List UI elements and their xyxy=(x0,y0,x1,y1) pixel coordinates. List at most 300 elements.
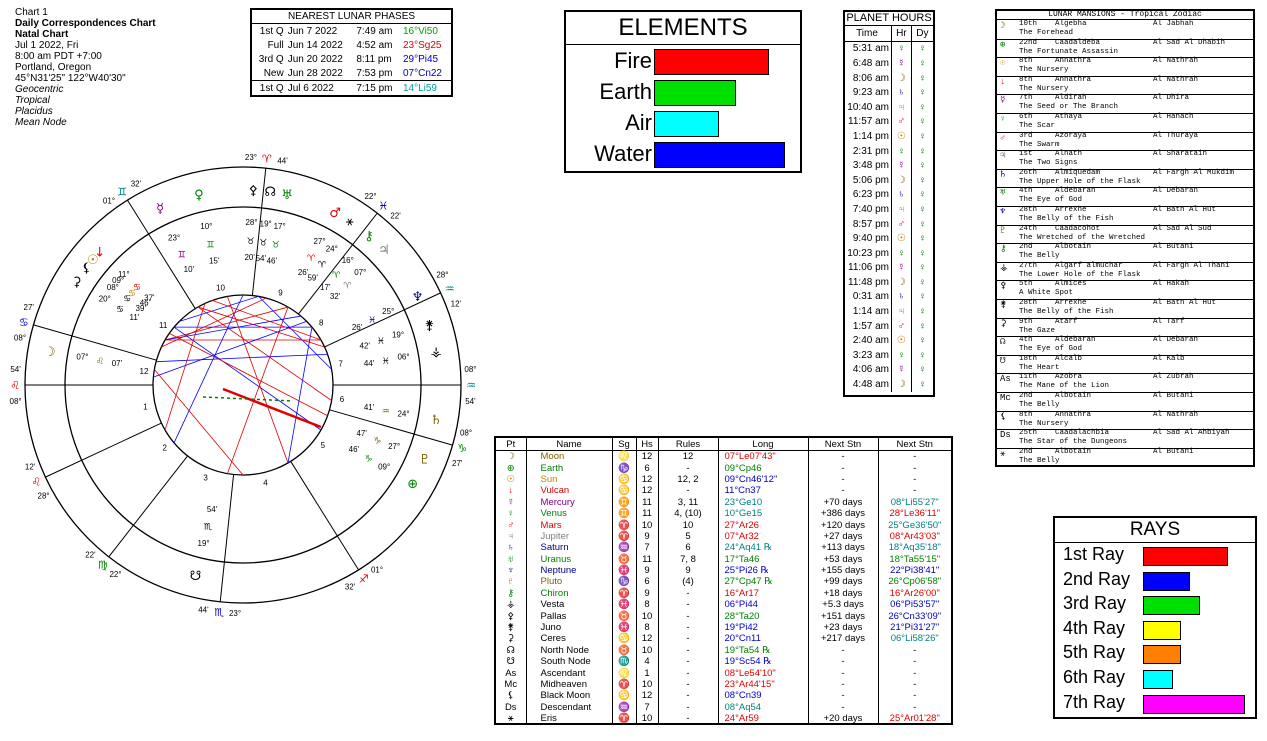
house-number: 9 xyxy=(278,288,283,298)
mansion-point-icon: ♄ xyxy=(1000,169,1006,180)
ray-row xyxy=(1055,593,1255,617)
lunar-phase-row xyxy=(252,81,451,96)
planet-hour-row xyxy=(845,41,933,56)
ray-label: 2nd Ray xyxy=(1063,568,1131,589)
ray-row xyxy=(1055,692,1255,716)
planet-house: 8 xyxy=(636,599,658,610)
planet-longitude: 24°Aq41 ℞ xyxy=(718,542,808,553)
planet-hours-panel xyxy=(843,10,935,397)
planet-name: Mars xyxy=(526,519,612,530)
planet-table-row xyxy=(496,508,951,519)
mansion-name: Aldebaran xyxy=(1055,336,1096,345)
planet-hour-time: 4:48 am xyxy=(852,379,889,391)
planet-sign-icon: ♈ xyxy=(332,270,341,281)
cusp-minutes: 22' xyxy=(85,550,96,560)
planet-rules: - xyxy=(658,713,718,724)
lunar-mansion-row xyxy=(997,57,1253,77)
mansion-arabic-name: Al Nathrah xyxy=(1153,57,1199,66)
planet-next-station-days: - xyxy=(808,702,878,713)
planet-name: Moon xyxy=(526,451,612,463)
cusp-sign-icon: ♒ xyxy=(466,379,476,392)
planet-next-station-position: - xyxy=(878,485,951,496)
planet-hour-ruler-icon: ☿ xyxy=(892,56,912,71)
lunar-phase-date: Jun 14 2022 xyxy=(287,39,343,51)
planet-name: Pallas xyxy=(526,610,612,621)
planet-glyph-icon: ♀ xyxy=(194,188,204,204)
planet-table-row xyxy=(496,645,951,656)
house-cusp-line xyxy=(220,475,233,602)
lunar-phase-pos: 14°Li59 xyxy=(401,81,451,96)
planet-house: 8 xyxy=(636,622,658,633)
planet-hour-ruler-icon: ☽ xyxy=(892,71,912,86)
planet-next-station-position: - xyxy=(878,667,951,678)
planet-hour-time: 3:48 pm xyxy=(852,160,889,172)
planet-minutes: 26' xyxy=(351,322,363,332)
planet-minutes: 46' xyxy=(139,298,151,308)
planet-day-ruler-icon: ♀ xyxy=(911,348,933,363)
planet-glyph-icon: ☉ xyxy=(506,473,516,485)
planet-degree: 09° xyxy=(112,276,125,286)
mansion-description: The Belly xyxy=(1019,252,1060,261)
cusp-sign-icon: ♋ xyxy=(18,316,29,330)
lunar-phases-title: NEAREST LUNAR PHASES xyxy=(252,10,451,24)
planet-hour-row xyxy=(845,333,933,348)
mansion-number: 3rd xyxy=(1019,131,1033,140)
planet-next-station-days: +120 days xyxy=(808,519,878,530)
mansion-name: Annathra xyxy=(1055,75,1092,84)
cusp-minutes: 54' xyxy=(10,365,21,375)
mansion-arabic-name: Al Sad Al Sud xyxy=(1153,224,1212,233)
lunar-phase-time: 4:52 am xyxy=(356,39,393,51)
planet-next-station-days: +70 days xyxy=(808,497,878,508)
lunar-phase-row xyxy=(252,38,451,52)
cusp-degree: 23° xyxy=(244,153,258,163)
planet-longitude: 20°Cn11 xyxy=(718,633,808,644)
element-row xyxy=(566,139,800,169)
lunar-phase-pos: 29°Pi45 xyxy=(402,53,439,65)
planet-next-station-position: 21°Pi31'27" xyxy=(878,622,951,633)
planet-name: Eris xyxy=(526,713,612,724)
planet-minutes: 37' xyxy=(144,293,155,303)
mansion-arabic-name: Al Zubrah xyxy=(1153,373,1194,382)
mansion-point-icon: ♃ xyxy=(1000,151,1006,162)
ray-bar xyxy=(1143,670,1173,689)
elements-panel xyxy=(564,10,802,173)
ray-row xyxy=(1055,544,1255,568)
planet-hour-row xyxy=(845,363,933,378)
planet-glyph-icon: ⊕ xyxy=(407,477,419,492)
lunar-mansions-panel xyxy=(995,9,1255,467)
planet-hour-time: 10:23 pm xyxy=(847,247,889,259)
planet-hour-ruler-icon: ♂ xyxy=(892,319,912,334)
chart-option: Tropical xyxy=(15,95,50,106)
mansion-description: The Star of the Dungeons xyxy=(1019,438,1128,447)
element-row xyxy=(566,46,800,76)
lunar-phases-table xyxy=(252,24,451,95)
planet-degree: 07° xyxy=(354,267,367,277)
chart-option: Geocentric xyxy=(15,84,64,95)
lunar-mansion-row xyxy=(997,39,1253,59)
cusp-degree: 28° xyxy=(37,491,50,501)
planet-hour-ruler-icon: ☿ xyxy=(892,261,912,276)
lunar-phase-row xyxy=(252,52,451,66)
planet-next-station-position: 26°Cn33'09" xyxy=(878,610,951,621)
planet-next-station-days: +386 days xyxy=(808,508,878,519)
planet-sign-icon: ♈ xyxy=(317,260,327,271)
planet-table-row xyxy=(496,542,951,553)
planet-degree: 11° xyxy=(118,269,130,279)
planet-longitude: 24°Ar59 xyxy=(718,713,808,724)
planet-sign-icon: ♈ xyxy=(612,679,636,690)
planet-next-station-position: 18°Aq35'18" xyxy=(878,542,951,553)
planet-hour-time: 2:40 am xyxy=(852,335,889,347)
planet-glyph-icon: ↓ xyxy=(94,245,106,261)
planet-next-station-position: 25°Ar01'28" xyxy=(878,713,951,724)
lunar-mansion-row xyxy=(997,187,1253,207)
planet-next-station-days: +27 days xyxy=(808,531,878,542)
planet-next-station-days: - xyxy=(808,451,878,463)
planet-longitude: 08°Cn39 xyxy=(718,690,808,701)
planet-table-row xyxy=(496,610,951,621)
planet-minutes: 32' xyxy=(329,292,341,302)
mansion-name: Alcalb xyxy=(1055,354,1083,363)
planet-rules: - xyxy=(658,588,718,599)
planet-glyph-icon: ⚳ xyxy=(507,633,515,645)
planet-hour-ruler-icon: ☉ xyxy=(892,231,912,246)
planet-longitude: 08°Aq54 xyxy=(718,702,808,713)
mansion-arabic-name: Al Sad Al Ahbiyah xyxy=(1153,429,1230,438)
planet-sign-icon: ♋ xyxy=(612,690,636,701)
mansion-point-icon: ♅ xyxy=(1000,188,1006,199)
planet-degree: 19° xyxy=(259,219,272,229)
planet-degree: 06° xyxy=(397,352,410,362)
planet-hour-time: 6:48 am xyxy=(852,57,889,69)
planet-degree: 25° xyxy=(382,306,395,316)
planet-name: Uranus xyxy=(526,554,612,565)
planet-next-station-days: +217 days xyxy=(808,633,878,644)
mansion-number: 2nd xyxy=(1019,243,1033,252)
planet-day-ruler-icon: ♀ xyxy=(911,188,933,203)
ray-bar xyxy=(1143,596,1200,615)
planet-hour-time: 5:06 pm xyxy=(852,174,889,186)
chart-number: Chart 1 xyxy=(15,7,48,18)
planet-next-station-position: - xyxy=(878,679,951,690)
planet-next-station-days: +151 days xyxy=(808,610,878,621)
planet-table xyxy=(496,438,951,724)
planet-hour-row xyxy=(845,202,933,217)
mansion-number: 28th xyxy=(1019,299,1038,307)
mansion-point-icon: Mc xyxy=(1000,393,1011,403)
planet-longitude: 19°Pi42 xyxy=(718,622,808,633)
planet-hour-ruler-icon: ♄ xyxy=(892,290,912,305)
planet-hour-time: 9:40 pm xyxy=(852,233,889,245)
planet-next-station-days: +53 days xyxy=(808,554,878,565)
planet-rules: 4, (10) xyxy=(658,508,718,519)
planet-house: 1 xyxy=(636,667,658,678)
lunar-mansion-row xyxy=(997,299,1253,319)
planet-name: Venus xyxy=(526,508,612,519)
planet-day-ruler-icon: ♀ xyxy=(911,217,933,232)
planet-table-row xyxy=(496,462,951,473)
mansion-name: Aldebaran xyxy=(1055,187,1096,196)
lunar-phase-date: Jun 20 2022 xyxy=(287,53,343,65)
mansion-description: The Fortunate Assassin xyxy=(1019,47,1119,56)
planet-table-row xyxy=(496,497,951,508)
lunar-mansion-row xyxy=(997,169,1253,189)
planet-next-station-position: - xyxy=(878,656,951,667)
lunar-mansion-row xyxy=(997,94,1253,114)
planet-sign-icon: ♓ xyxy=(612,622,636,633)
ray-bar xyxy=(1143,547,1228,566)
mansion-description: The Belly xyxy=(1019,456,1060,465)
mansion-arabic-name: Al Nathrah xyxy=(1153,410,1199,419)
cusp-degree: 28° xyxy=(436,270,449,280)
planet-day-ruler-icon: ♀ xyxy=(911,319,933,334)
planet-sign-icon: ♋ xyxy=(612,633,636,644)
planet-glyph-icon: ♇ xyxy=(418,452,431,468)
mansion-arabic-name: Al Thuraya xyxy=(1153,131,1199,140)
planet-table-row xyxy=(496,679,951,690)
cusp-minutes: 44' xyxy=(277,156,288,166)
mansion-arabic-name: Al Butani xyxy=(1153,243,1194,252)
chart-option: Placidus xyxy=(15,106,53,117)
planet-rules: - xyxy=(658,690,718,701)
cusp-sign-icon: ♐ xyxy=(358,572,369,586)
planet-next-station-days: +5.3 days xyxy=(808,599,878,610)
planet-hour-row xyxy=(845,56,933,71)
planet-hour-ruler-icon: ♀ xyxy=(892,41,912,56)
planet-table-row xyxy=(496,702,951,713)
lunar-mansion-row xyxy=(997,373,1253,393)
cusp-sign-icon: ♏ xyxy=(214,605,225,619)
planet-sign-icon: ♓ xyxy=(381,356,390,367)
planet-longitude: 27°Ar26 xyxy=(718,519,808,530)
chart-coords: 45°N31'25" 122°W40'30" xyxy=(15,73,126,84)
mansion-name: Algarf almuchar xyxy=(1055,261,1123,270)
mansion-number: 5th xyxy=(1019,280,1033,289)
mansion-description: The Belly of the Fish xyxy=(1019,215,1114,223)
planet-table-panel xyxy=(494,436,953,725)
planet-next-station-days: - xyxy=(808,667,878,678)
mansion-point-icon: ↓ xyxy=(1000,76,1006,87)
planet-degree: 27° xyxy=(313,237,326,247)
aspect-line xyxy=(223,389,321,427)
mansion-name: Caadalachbia xyxy=(1055,429,1110,438)
mansion-arabic-name: Al Jabhah xyxy=(1153,20,1194,28)
planet-house: 9 xyxy=(636,588,658,599)
planet-sign-icon: ♌ xyxy=(612,451,636,463)
mansion-number: 7th xyxy=(1019,94,1033,103)
planet-rules: 3, 11 xyxy=(658,497,718,508)
planet-glyph-icon: ⚴ xyxy=(507,610,515,622)
planet-sign-icon: ♋ xyxy=(115,305,125,316)
planet-hour-row xyxy=(845,304,933,319)
lunar-phase-phase: 1st Q xyxy=(259,25,284,37)
planet-day-ruler-icon: ♀ xyxy=(911,115,933,130)
house-number: 4 xyxy=(263,478,268,488)
cusp-minutes: 32' xyxy=(130,179,142,189)
planet-sign-icon: ♈ xyxy=(612,519,636,530)
cusp-minutes: 22' xyxy=(390,211,401,221)
house-number: 5 xyxy=(320,441,326,451)
planet-table-row xyxy=(496,588,951,599)
planet-rules: - xyxy=(658,702,718,713)
planet-sign-icon: ♈ xyxy=(343,281,352,292)
planet-longitude: 09°Cn46'12" xyxy=(718,474,808,485)
mansion-arabic-name: Al Fargh Al Thani xyxy=(1153,261,1230,270)
planet-glyph-icon: ♂ xyxy=(507,519,515,531)
planet-rules: - xyxy=(658,679,718,690)
planet-hour-ruler-icon: ☉ xyxy=(892,333,912,348)
lunar-mansion-row xyxy=(997,280,1253,300)
chart-time: 8:00 am PDT +7:00 xyxy=(15,51,102,62)
mansion-point-icon: ⚴ xyxy=(1000,281,1007,292)
planet-rules: - xyxy=(658,667,718,678)
planet-day-ruler-icon: ♀ xyxy=(911,158,933,173)
mansion-arabic-name: Al Fargh Al Mukdim xyxy=(1153,168,1235,177)
planet-next-station-position: - xyxy=(878,451,951,463)
planet-table-row xyxy=(496,667,951,678)
planet-glyph-icon: ♆ xyxy=(507,565,515,577)
planet-house: 10 xyxy=(636,610,658,621)
planet-next-station-position: 25°Ge36'50" xyxy=(878,519,951,530)
planet-next-station-days: - xyxy=(808,485,878,496)
planet-rules: - xyxy=(658,485,718,496)
lunar-phase-phase: 3rd Q xyxy=(258,53,284,65)
planet-day-ruler-icon: ♀ xyxy=(911,56,933,71)
element-label: Air xyxy=(625,110,652,135)
planet-name: Mercury xyxy=(526,497,612,508)
element-row xyxy=(566,77,800,107)
planet-hour-row xyxy=(845,217,933,232)
planet-sign-icon: ♒ xyxy=(612,542,636,553)
mansion-arabic-name: Al Tarf xyxy=(1153,317,1185,326)
cusp-minutes: 32' xyxy=(344,582,356,592)
planet-next-station-days: - xyxy=(808,645,878,656)
planet-sign-icon: ♋ xyxy=(127,288,136,299)
planet-rules: 12, 2 xyxy=(658,474,718,485)
planet-next-station-position: - xyxy=(878,645,951,656)
planet-house: 10 xyxy=(636,713,658,724)
planet-hour-ruler-icon: ☽ xyxy=(892,377,912,392)
planet-house: 10 xyxy=(636,679,658,690)
cusp-degree: 22° xyxy=(364,191,377,201)
planet-hour-row xyxy=(845,144,933,159)
planet-minutes: 11' xyxy=(129,313,140,323)
planet-hour-row xyxy=(845,173,933,188)
planet-degree: 07° xyxy=(76,352,89,362)
planet-house: 12 xyxy=(636,485,658,496)
cusp-minutes: 12' xyxy=(24,462,36,472)
planet-name: Neptune xyxy=(526,565,612,576)
mansion-number: 27th xyxy=(1019,261,1038,270)
planet-house: 12 xyxy=(636,690,658,701)
planet-longitude: 09°Cp46 xyxy=(718,462,808,473)
mansion-name: Caadaldeba xyxy=(1055,38,1101,47)
mansion-name: Atarf xyxy=(1055,317,1078,326)
planet-day-ruler-icon: ♀ xyxy=(911,333,933,348)
planet-hour-row xyxy=(845,115,933,130)
planet-house: 4 xyxy=(636,656,658,667)
planet-day-ruler-icon: ♀ xyxy=(911,202,933,217)
mansion-description: The Nursery xyxy=(1019,419,1069,428)
mansion-number: 11th xyxy=(1019,373,1038,382)
planet-minutes: 17' xyxy=(320,282,331,292)
mansion-number: 18th xyxy=(1019,354,1038,363)
chart-header xyxy=(15,7,156,128)
cusp-degree: 23° xyxy=(228,608,242,618)
planet-next-station-position: 26°Cp06'58" xyxy=(878,576,951,587)
lunar-mansion-row xyxy=(997,206,1253,226)
planet-table-row xyxy=(496,622,951,633)
planet-degree: 27° xyxy=(388,442,401,452)
mansion-number: 8th xyxy=(1019,57,1033,66)
mansion-description: The Eye of God xyxy=(1019,345,1083,354)
cusp-degree: 01° xyxy=(370,565,384,575)
lunar-phase-pos: 23°Sg25 xyxy=(402,39,442,51)
planet-glyph-icon: ♄ xyxy=(430,413,442,429)
mansion-point-icon: ⚷ xyxy=(1000,244,1007,255)
mansion-name: Azoraya xyxy=(1055,131,1087,140)
planet-sign-icon: ♉ xyxy=(612,610,636,621)
planet-table-header: Pt xyxy=(496,438,526,451)
planet-hour-row xyxy=(845,85,933,100)
planet-glyph-icon: ♂ xyxy=(329,205,341,221)
planet-longitude: 28°Ta20 xyxy=(718,610,808,621)
planet-glyph-icon: ☊ xyxy=(506,644,515,656)
mansion-description: The Gaze xyxy=(1019,326,1056,335)
planet-next-station-position: 22°Pi38'41" xyxy=(878,565,951,576)
lunar-mansion-row xyxy=(997,150,1253,170)
planet-rules: - xyxy=(658,633,718,644)
mansion-point-icon: ⚹ xyxy=(1000,448,1006,459)
mansion-number: 2nd xyxy=(1019,447,1033,456)
mansion-arabic-name: Al Dhira xyxy=(1153,94,1190,103)
planet-sign-icon: ♊ xyxy=(177,250,186,261)
mansion-number: 22nd xyxy=(1019,38,1038,47)
cusp-sign-icon: ♓ xyxy=(378,199,389,213)
mansion-point-icon: ☿ xyxy=(1000,95,1006,106)
planet-minutes: 39' xyxy=(135,303,146,313)
planet-degree: 23° xyxy=(168,233,181,243)
planet-hour-time: 10:40 am xyxy=(847,101,889,113)
mansion-name: Azobra xyxy=(1055,373,1083,382)
planet-glyph-icon: ⚹ xyxy=(345,214,354,230)
mansion-name: Almiquedam xyxy=(1055,168,1101,177)
mansion-name: Arrexhe xyxy=(1055,206,1087,214)
mansion-description: A White Spot xyxy=(1019,289,1074,298)
planet-longitude: 27°Cp47 ℞ xyxy=(718,576,808,587)
lunar-mansion-row xyxy=(997,262,1253,282)
mansion-arabic-name: Al Debaran xyxy=(1153,187,1199,196)
cusp-degree: 08° xyxy=(13,333,27,343)
planet-minutes: 07' xyxy=(111,358,123,368)
ray-label: 6th Ray xyxy=(1063,667,1126,687)
planet-next-station-position: 08°Ar43'03" xyxy=(878,531,951,542)
lunar-mansion-row xyxy=(997,76,1253,96)
planet-longitude: 07°Le07'43" xyxy=(718,451,808,463)
mansion-description: The Forehead xyxy=(1019,29,1074,37)
planet-table-header: Next Stn xyxy=(808,438,878,451)
mansion-point-icon: Ds xyxy=(1000,430,1011,441)
planet-table-header: Name xyxy=(526,438,612,451)
planet-hour-time: 11:06 pm xyxy=(848,262,889,274)
planet-hour-ruler-icon: ☽ xyxy=(892,275,912,290)
planet-glyph-icon: ⚶ xyxy=(506,599,515,611)
planet-house: 9 xyxy=(636,565,658,576)
mansion-number: 4th xyxy=(1019,187,1033,196)
planet-hour-ruler-icon: ♄ xyxy=(892,188,912,203)
